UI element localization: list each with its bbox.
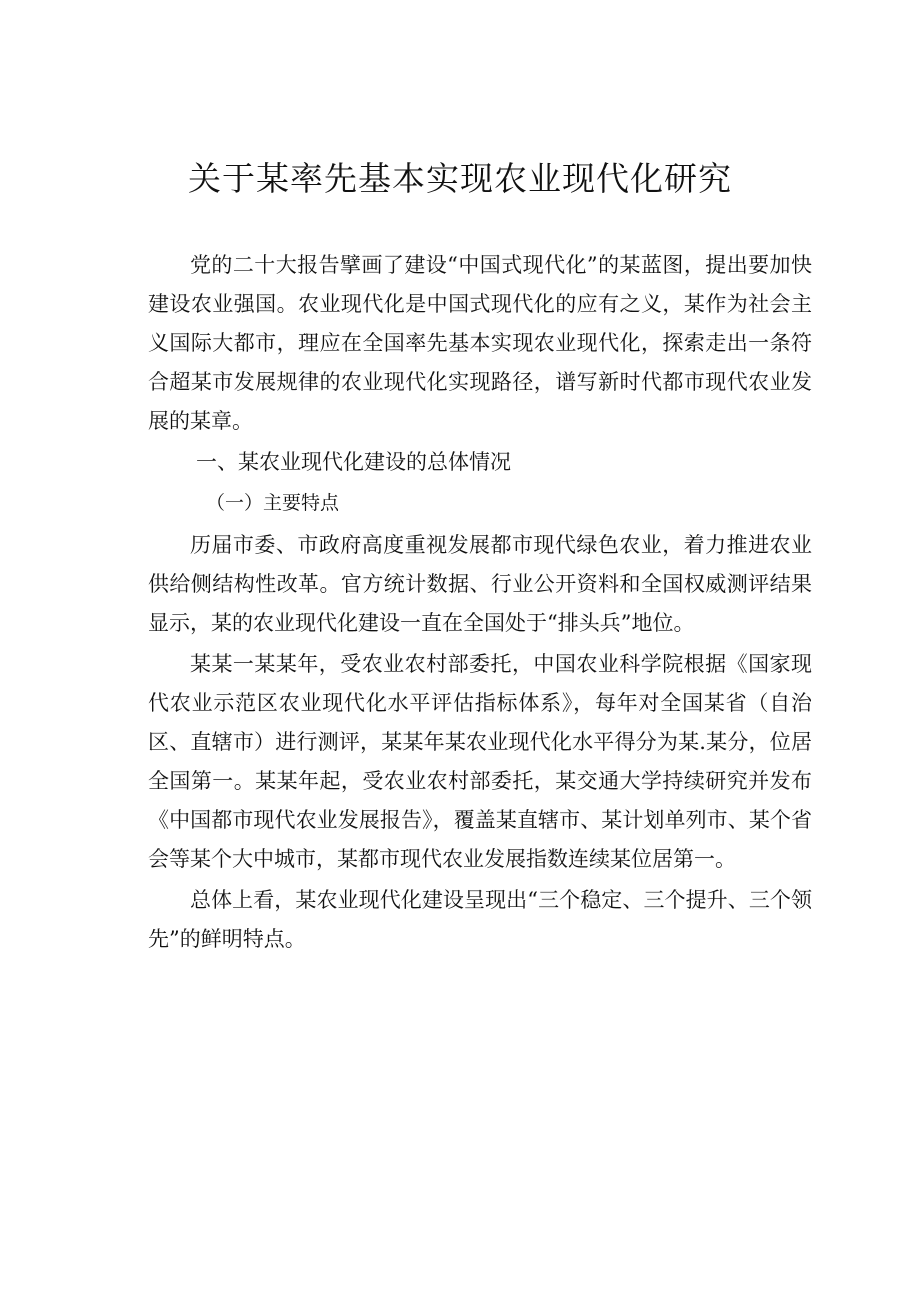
intro-paragraph: 党的二十大报告擘画了建设“中国式现代化”的某蓝图，提出要加快建设农业强国。农业现代化是中国式现代化的应有之义，某作为社会主义国际大都市，理应在全国率先基本实现农业现代化，探索走出一条符合超某市发展规律的农业现代化实现路径，谱写新时代都市现代农业发展的某章。 [148,253,812,433]
document-body [148,246,812,961]
document-title: 关于某率先基本实现农业现代化研究 [188,159,732,198]
body-paragraph-3: 总体上看，某农业现代化建设呈现出“三个稳定、三个提升、三个领先”的鲜明特点。 [148,888,812,951]
subsection-heading: （一）主要特点 [206,492,340,514]
section-heading: 一、某农业现代化建设的总体情况 [196,450,511,474]
body-paragraph-2: 某某一某某年，受农业农村部委托，中国农业科学院根据《国家现代农业示范区农业现代化水平评估指标体系》，每年对全国某省（自治区、直辖市）进行测评，某某年某农业现代化水平得分为某.某分，位居全国第一。某某年起，受农业农村部委托，某交通大学持续研究并发布《中国都市现代农业发展报告》，覆盖某直辖市、某计划单列市、某个省会等某个大中城市，某都市现代农业发展指数连续某位居第一。 [148,652,812,871]
body-paragraph-1: 历届市委、市政府高度重视发展都市现代绿色农业，着力推进农业供给侧结构性改革。官方统计数据、行业公开资料和全国权威测评结果显示，某的农业现代化建设一直在全国处于“排头兵”地位。 [148,533,812,635]
